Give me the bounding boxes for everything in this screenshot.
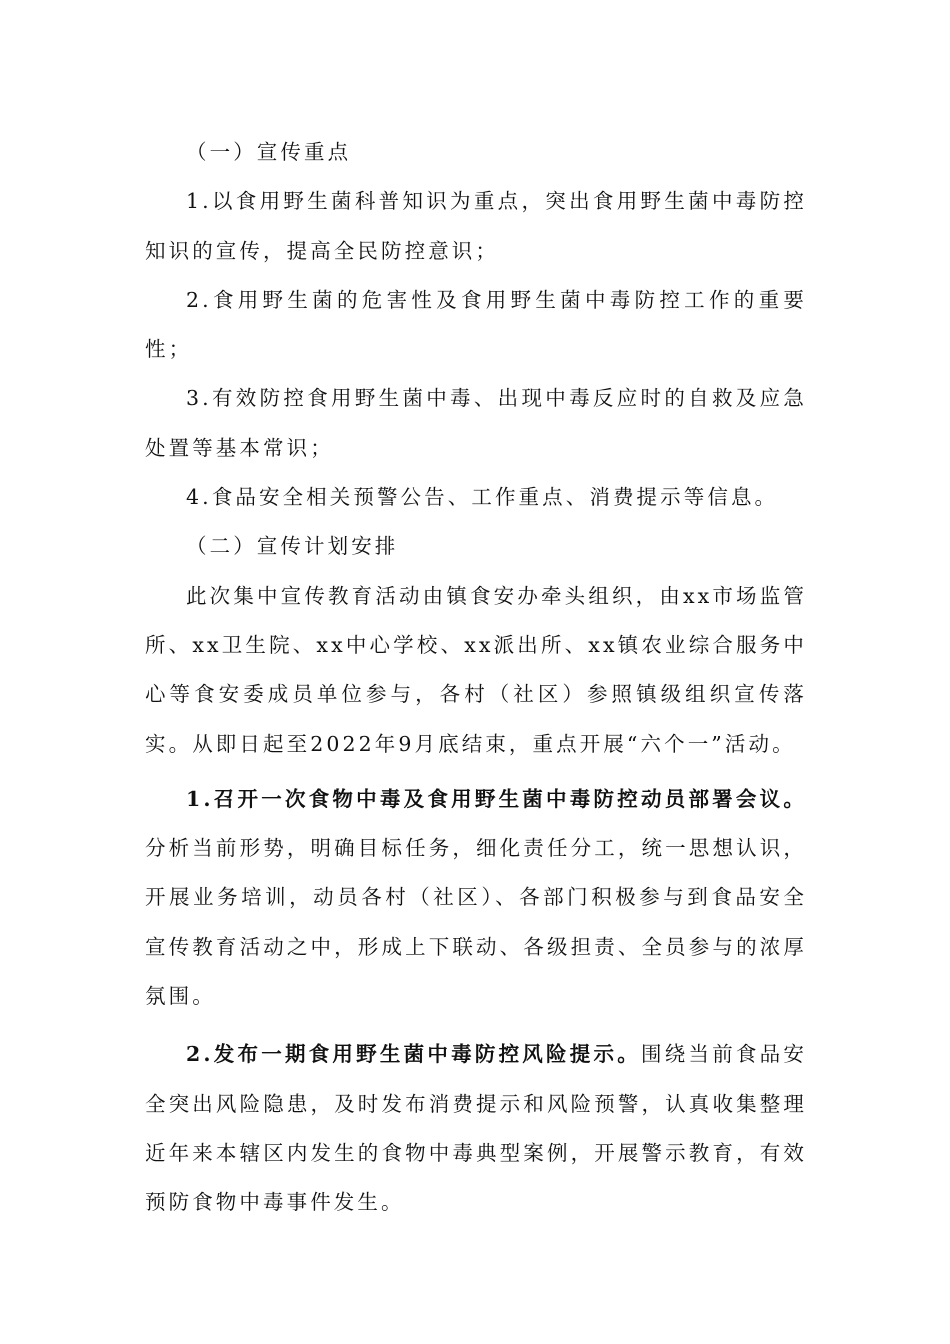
activity-1-title: 1.召开一次食物中毒及食用野生菌中毒防控动员部署会议。 (186, 786, 807, 811)
section2-heading: （二）宣传计划安排 (186, 534, 399, 559)
activity-2-paragraph (145, 1030, 807, 1227)
intro-paragraph: 此次集中宣传教育活动由镇食安办牵头组织，由xx市场监管所、xx卫生院、xx中心学校、xx派出所、xx镇农业综合服务中心等食安委成员单位参与，各村（社区）参照镇级组织宣传落实。从即日起至2022年9月底结束，重点开展“六个一”活动。 (145, 583, 807, 756)
activity-2-body: 围绕当前食品安全突出风险隐患，及时发布消费提示和风险预警，认真收集整理近年来本辖区内发生的食物中毒典型案例，开展警示教育，有效预防食物中毒事件发生。 (145, 1042, 807, 1215)
section1-heading: （一）宣传重点 (186, 140, 352, 164)
activity-1-paragraph (145, 775, 807, 1021)
list-item-1: 1.以食用野生菌科普知识为重点，突出食用野生菌中毒防控知识的宣传，提高全民防控意识； (145, 189, 807, 263)
list-item-4: 4.食品安全相关预警公告、工作重点、消费提示等信息。 (186, 485, 779, 510)
list-item-2: 2.食用野生菌的危害性及食用野生菌中毒防控工作的重要性； (145, 287, 807, 362)
list-item-3: 3.有效防控食用野生菌中毒、出现中毒反应时的自救及应急处置等基本常识； (145, 386, 807, 460)
activity-1-body: 分析当前形势，明确目标任务，细化责任分工，统一思想认识，开展业务培训，动员各村（社区）、各部门积极参与到食品安全宣传教育活动之中，形成上下联动、各级担责、全员参与的浓厚氛围。 (145, 836, 807, 1009)
activity-2-title: 2.发布一期食用野生菌中毒防控风险提示。 (186, 1042, 641, 1067)
document-body (145, 128, 807, 1228)
